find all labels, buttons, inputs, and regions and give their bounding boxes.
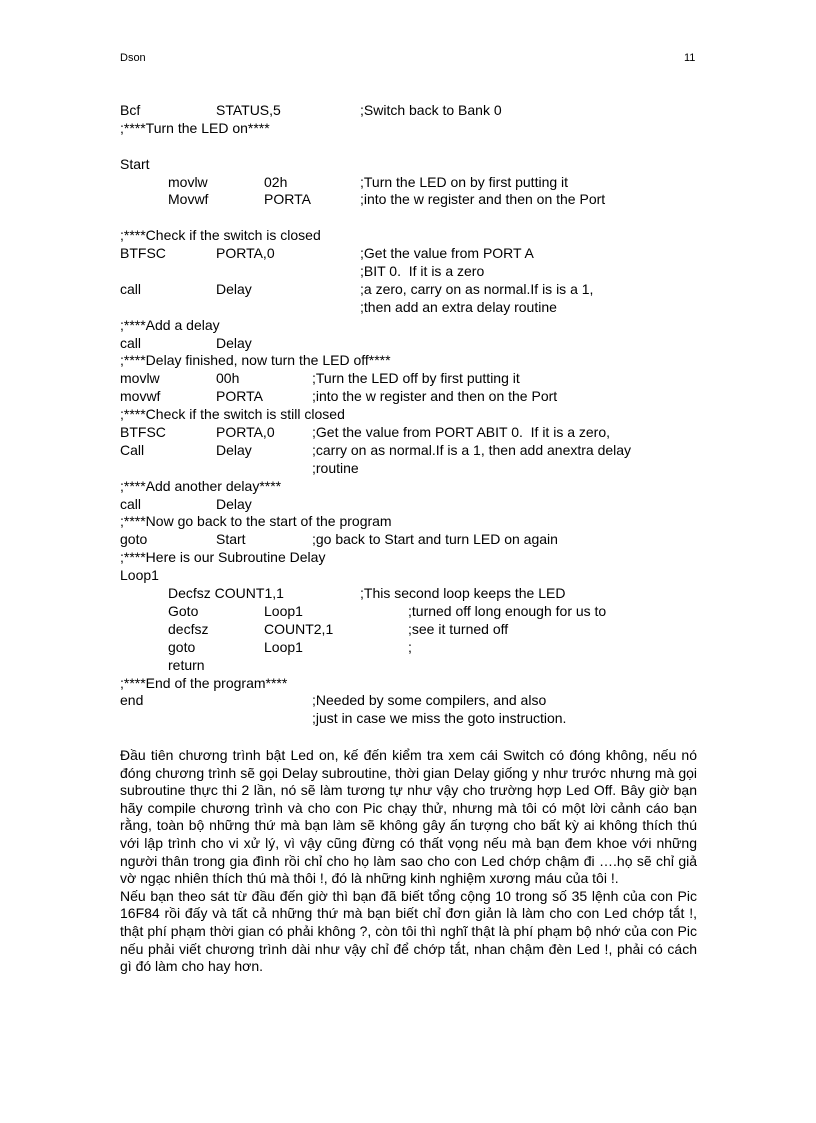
code-line <box>120 352 720 370</box>
code-token: Loop1 <box>264 638 303 655</box>
code-comment: ;Get the value from PORT ABIT 0. If it is a zero, <box>312 424 611 441</box>
code-token: movlw <box>168 173 208 190</box>
code-label: ;****Delay finished, now turn the LED off**** <box>120 352 391 369</box>
code-label: ;****Check if the switch is closed <box>120 227 321 244</box>
code-line <box>120 174 720 192</box>
code-label: ;****Turn the LED on**** <box>120 119 270 136</box>
code-label: ;****Now go back to the start of the program <box>120 513 392 530</box>
code-line <box>120 442 720 460</box>
code-comment: ;just in case we miss the goto instruction. <box>312 710 567 727</box>
code-line <box>120 370 720 388</box>
code-line <box>120 138 720 156</box>
code-token: Delay <box>216 495 252 512</box>
code-label: movwf <box>120 388 161 405</box>
running-header: Dson <box>120 52 146 64</box>
code-line <box>120 156 720 174</box>
code-line <box>120 603 720 621</box>
code-line <box>120 281 720 299</box>
code-line <box>120 227 720 245</box>
code-listing <box>120 102 720 728</box>
page-number: 11 <box>684 52 696 64</box>
code-line <box>120 263 720 281</box>
code-token: STATUS,5 <box>216 102 281 118</box>
code-label: call <box>120 280 142 297</box>
code-comment: ;carry on as normal.If is a 1, then add anextra delay <box>312 441 632 458</box>
code-comment: ; <box>408 638 412 655</box>
code-line <box>120 657 720 675</box>
code-line <box>120 209 720 227</box>
code-token: PORTA <box>264 191 311 208</box>
code-token: return <box>168 656 205 673</box>
code-line <box>120 388 720 406</box>
code-line <box>120 639 720 657</box>
code-label: ;****Add a delay <box>120 316 220 333</box>
code-comment: ;see it turned off <box>408 620 509 637</box>
code-token: COUNT2,1 <box>264 620 334 637</box>
code-line <box>120 621 720 639</box>
code-line <box>120 424 720 442</box>
code-label: Loop1 <box>120 567 159 584</box>
code-token: Loop1 <box>264 602 303 619</box>
code-token: decfsz <box>168 620 209 637</box>
code-line <box>120 531 720 549</box>
code-comment: ;then add an extra delay routine <box>360 298 557 315</box>
code-label: BTFSC <box>120 245 166 262</box>
code-comment: ;Switch back to Bank 0 <box>360 102 502 118</box>
code-comment: ;turned off long enough for us to <box>408 602 607 619</box>
code-token: PORTA,0 <box>216 245 275 262</box>
code-line <box>120 675 720 693</box>
code-comment: ;Needed by some compilers, and also <box>312 692 547 709</box>
code-comment: ;go back to Start and turn LED on again <box>312 531 558 548</box>
code-line <box>120 567 720 585</box>
code-line <box>120 299 720 317</box>
code-token: goto <box>168 638 196 655</box>
code-label: Start <box>120 155 150 172</box>
code-label: Call <box>120 441 145 458</box>
code-line <box>120 513 720 531</box>
paragraph: Đầu tiên chương trình bật Led on, kế đến kiểm tra xem cái Switch có đóng không, nếu nó đóng chương trình sẽ gọi Delay subroutine, thời gian Delay giống y như trước nhưng mà gọi subroutine thực thi 2 lần, nó sẽ làm tương tự như vậy cho trường hợp Led Off. Bây giờ bạn hãy compile chương trình và cho con Pic chạy thử, nhưng mà tôi có một lời cảnh cáo bạn rằng, toàn bộ những thứ mà bạn làm sẽ không gây ấn tượng cho bất kỳ ai không thích thú với lập trình cho vi xử lý, vì vậy cũng đừng có thất vọng nếu mà bạn đem khoe với những người thân trong gia đình rồi chỉ cho họ làm sao cho con Led chớp chậm đi ….họ sẽ chỉ giả vờ ngạc nhiên thích thú mà thôi !, đó là những kinh nghiệm xương máu của tôi !. <box>120 747 697 887</box>
code-label: Bcf <box>120 102 141 118</box>
code-token: Start <box>216 531 246 548</box>
code-token: 02h <box>264 173 288 190</box>
code-line <box>120 496 720 514</box>
code-token: Decfsz COUNT1,1 <box>168 585 284 602</box>
code-label: movlw <box>120 370 160 387</box>
code-comment: ;Turn the LED off by first putting it <box>312 370 520 387</box>
code-line <box>120 245 720 263</box>
code-label: ;****Here is our Subroutine Delay <box>120 549 326 566</box>
code-token: Delay <box>216 280 252 297</box>
code-comment: ;into the w register and then on the Port <box>360 191 606 208</box>
code-comment: ;routine <box>312 459 359 476</box>
code-line <box>120 406 720 424</box>
code-line <box>120 191 720 209</box>
code-token: Delay <box>216 334 252 351</box>
code-token: PORTA,0 <box>216 424 275 441</box>
code-label: BTFSC <box>120 424 166 441</box>
code-comment: ;Get the value from PORT A <box>360 245 534 262</box>
code-label: goto <box>120 531 148 548</box>
code-line <box>120 335 720 353</box>
code-label: call <box>120 495 142 512</box>
code-line <box>120 460 720 478</box>
code-token: Goto <box>168 602 199 619</box>
code-label: ;****Check if the switch is still closed <box>120 406 345 423</box>
code-comment: ;into the w register and then on the Port <box>312 388 558 405</box>
code-label: ;****End of the program**** <box>120 674 288 691</box>
code-comment: ;BIT 0. If it is a zero <box>360 263 485 280</box>
code-line <box>120 710 720 728</box>
code-line <box>120 692 720 710</box>
code-token: Delay <box>216 441 252 458</box>
code-token: PORTA <box>216 388 263 405</box>
code-comment: ;This second loop keeps the LED <box>360 585 566 602</box>
code-comment: ;a zero, carry on as normal.If is is a 1, <box>360 280 594 297</box>
code-label: end <box>120 692 144 709</box>
code-line <box>120 317 720 335</box>
code-label: call <box>120 334 142 351</box>
code-line <box>120 549 720 567</box>
paragraph: Nếu bạn theo sát từ đầu đến giờ thì bạn đã biết tổng cộng 10 trong số 35 lệnh của con Pic 16F84 rồi đấy và tất cả những thứ mà bạn biết chỉ đơn giản là làm cho con Led chớp tắt !, thật phí phạm thời gian có phải không ?, còn tôi thì nghĩ thật là phí phạm bộ nhớ của con Pic nếu phải viết chương trình dài như vậy chỉ để chớp tắt, nhan chậm đèn Led !, phải có cách gì đó làm cho hay hơn. <box>120 887 697 975</box>
code-token: 00h <box>216 370 240 387</box>
code-comment: ;Turn the LED on by first putting it <box>360 173 569 190</box>
code-line <box>120 478 720 496</box>
code-line <box>120 120 720 138</box>
body-text <box>120 747 697 976</box>
code-line <box>120 102 720 120</box>
code-line <box>120 585 720 603</box>
code-label: ;****Add another delay**** <box>120 477 282 494</box>
code-token: Movwf <box>168 191 209 208</box>
